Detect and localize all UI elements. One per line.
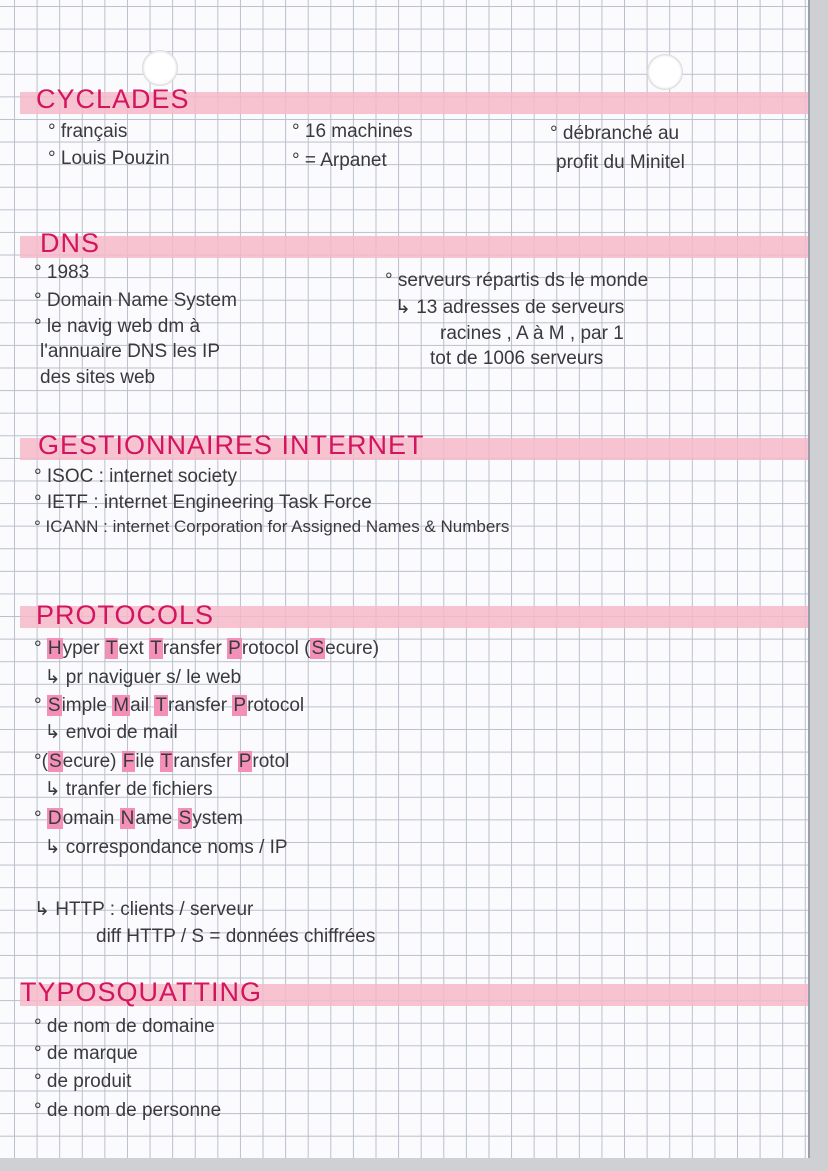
protocol-word: System — [178, 808, 244, 829]
protocol-word: Hyper — [47, 638, 100, 659]
protocol-word: ↳ — [44, 722, 61, 743]
heading-typosquatting: TYPOSQUATTING — [20, 977, 263, 1007]
note-line: ° français — [48, 121, 128, 142]
protocol-word: Protocol — [233, 695, 305, 716]
protocol-word: Protol — [238, 751, 290, 772]
note-line: ° de marque — [34, 1043, 138, 1064]
note-line: ° serveurs répartis ds le monde — [385, 270, 649, 291]
note-line: ° 1983 — [34, 262, 90, 283]
note-line: ↳ 13 adresses de serveurs — [395, 297, 625, 318]
note-line: des sites web — [40, 367, 156, 388]
protocol-word: Transfer — [155, 695, 228, 716]
protocol-word: de — [116, 722, 138, 743]
protocol-line — [34, 808, 243, 830]
protocol-word: ° — [34, 695, 42, 716]
note-line: ° de nom de domaine — [34, 1016, 215, 1037]
protocol-word: correspondance — [65, 837, 203, 858]
protocol-line — [34, 695, 304, 717]
highlighted-initial: F — [122, 751, 135, 772]
protocol-word: tranfer — [65, 779, 121, 800]
protocol-line — [34, 836, 288, 859]
protocol-line — [34, 666, 241, 689]
note-line: ° le navig web dm à — [34, 316, 201, 337]
protocol-word: File — [122, 751, 155, 772]
protocol-word: ↳ — [44, 837, 61, 858]
protocol-word: Domain — [47, 808, 115, 829]
note-line: tot de 1006 serveurs — [430, 348, 604, 369]
highlighted-initial: S — [178, 808, 192, 829]
protocol-word: ° — [34, 808, 42, 829]
protocol-word: ↳ — [44, 667, 61, 688]
punch-hole — [647, 54, 683, 90]
protocol-word: Text — [105, 638, 144, 659]
protocol-word: °(Secure) — [34, 751, 117, 772]
highlighted-initial: T — [150, 638, 162, 659]
note-line: diff HTTP / S = données chiffrées — [96, 926, 376, 947]
protocol-word: Mail — [113, 695, 150, 716]
protocol-word: Name — [120, 808, 173, 829]
protocol-word: noms — [207, 837, 254, 858]
protocol-word: (Secure) — [304, 638, 380, 659]
highlighted-initial: M — [113, 695, 130, 716]
highlighted-initial: P — [238, 751, 252, 772]
note-line: ° IETF : internet Engineering Task Force — [34, 492, 372, 513]
note-line: racines , A à M , par 1 — [440, 323, 624, 344]
note-line: ° Domain Name System — [34, 290, 237, 311]
note-line: ° = Arpanet — [292, 150, 387, 171]
note-line: ° de produit — [34, 1071, 132, 1092]
protocol-word: Simple — [47, 695, 107, 716]
protocol-word: web — [206, 667, 242, 688]
protocol-word: de — [125, 779, 148, 800]
protocol-line — [34, 751, 289, 773]
highlighted-initial: H — [47, 638, 62, 659]
highlighted-initial: T — [155, 695, 167, 716]
highlighted-initial: S — [48, 751, 62, 772]
protocol-word: ° — [34, 638, 42, 659]
protocol-word: Protocol — [228, 638, 299, 659]
protocol-word: naviguer — [87, 667, 161, 688]
protocol-word: IP — [269, 837, 288, 858]
highlighted-initial: S — [47, 695, 61, 716]
protocol-line — [34, 638, 379, 660]
highlighted-initial: N — [120, 808, 135, 829]
protocol-word: pr — [65, 667, 83, 688]
protocol-word: envoi — [65, 722, 112, 743]
highlighted-initial: P — [233, 695, 247, 716]
note-line: ° Louis Pouzin — [48, 148, 170, 169]
protocol-line — [34, 778, 213, 801]
highlighted-initial: P — [228, 638, 241, 659]
note-line: ° ICANN : internet Corporation for Assigned Names & Numbers — [34, 517, 510, 536]
note-line: ° 16 machines — [292, 121, 413, 142]
highlighted-initial: T — [105, 638, 118, 659]
protocol-word: fichiers — [152, 779, 213, 800]
note-line: profit du Minitel — [556, 152, 685, 173]
heading-highlight — [20, 236, 808, 258]
note-line: ° ISOC : internet society — [34, 466, 237, 487]
note-line: ° débranché au — [550, 123, 680, 144]
highlighted-initial: T — [160, 751, 173, 772]
heading-protocols: PROTOCOLS — [36, 600, 215, 630]
protocol-word: Transfer — [160, 751, 233, 772]
protocol-word: ↳ — [44, 779, 61, 800]
note-line: ° de nom de personne — [34, 1100, 222, 1121]
protocol-word: / — [259, 837, 265, 858]
heading-cyclades: CYCLADES — [36, 84, 190, 114]
highlighted-initial: D — [47, 808, 62, 829]
heading-gestionnaires: GESTIONNAIRES INTERNET — [38, 430, 425, 460]
protocol-word: Transfer — [150, 638, 222, 659]
protocol-word: le — [186, 667, 201, 688]
protocol-line — [34, 721, 178, 744]
punch-hole — [142, 50, 178, 86]
note-line: l'annuaire DNS les IP — [40, 341, 220, 362]
protocol-word: mail — [142, 722, 178, 743]
protocol-word: s/ — [166, 667, 181, 688]
highlighted-initial: S — [311, 638, 325, 659]
note-line: ↳ HTTP : clients / serveur — [34, 899, 254, 920]
heading-dns: DNS — [40, 228, 101, 258]
